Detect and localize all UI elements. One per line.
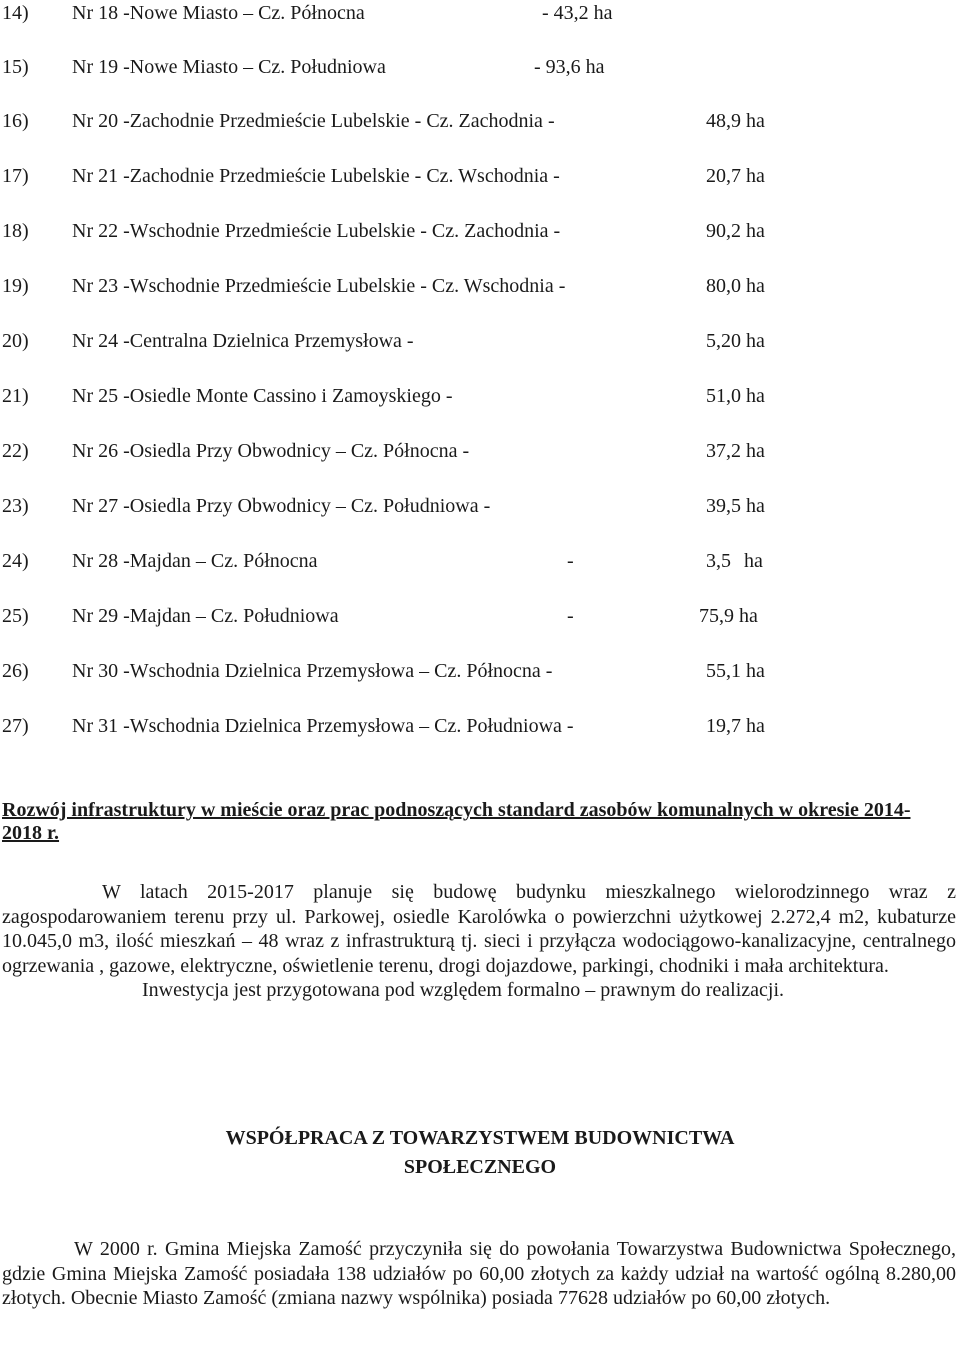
item-description: Nr 23 -Wschodnie Przedmieście Lubelskie - Cz. Wschodnia -	[72, 275, 566, 297]
item-description: Nr 27 -Osiedla Przy Obwodnicy – Cz. Południowa -	[72, 495, 491, 517]
item-number: 17)	[2, 165, 29, 187]
item-number: 21)	[2, 385, 29, 407]
item-number: 18)	[2, 220, 29, 242]
item-number: 19)	[2, 275, 29, 297]
item-description: Nr 30 -Wschodnia Dzielnica Przemysłowa – Cz. Północna -	[72, 660, 553, 682]
item-number: 24)	[2, 550, 29, 572]
item-description: Nr 22 -Wschodnie Przedmieście Lubelskie - Cz. Zachodnia -	[72, 220, 561, 242]
item-area: 48,9 ha	[706, 110, 765, 132]
section-heading: Rozwój infrastruktury w mieście oraz prac podnoszących standard zasobów komunalnych w okresie 2014-2018 r.	[2, 799, 911, 844]
item-description: Nr 25 -Osiedle Monte Cassino i Zamoyskiego -	[72, 385, 453, 407]
investment-description	[2, 880, 956, 1003]
paragraph: W latach 2015-2017 planuje się budowę budynku mieszkalnego wielorodzinnego wraz z zagospodarowaniem terenu przy ul. Parkowej, osiedle Karolówka o powierzchni użytkowej 2.272,4 m2, kubaturze 10.045,0 m3, ilość mieszkań – 48 wraz z infrastrukturą tj. sieci i przyłącza wodociągowo-kanalizacyjne, centralnego ogrzewania , gazowe, elektryczne, oświetlenie terenu, drogi dojazdowe, parkingi, chodniki i mała architektura.	[2, 881, 956, 977]
item-number: 25)	[2, 605, 29, 627]
item-area: 20,7 ha	[706, 165, 765, 187]
item-area: 39,5 ha	[706, 495, 765, 517]
paragraph: W 2000 r. Gmina Miejska Zamość przyczyniła się do powołania Towarzystwa Budownictwa Społecznego, gdzie Gmina Miejska Zamość posiadała 138 udziałów po 60,00 złotych za każdy udział na wartość ogólną 8.280,00 złotych. Obecnie Miasto Zamość (zmiana nazwy wspólnika) posiada 77628 udziałów po 60,00 złotych.	[2, 1238, 956, 1309]
item-area: 3,5 ha	[706, 550, 763, 572]
item-number: 23)	[2, 495, 29, 517]
item-description: Nr 28 -Majdan – Cz. Północna	[72, 550, 318, 572]
item-description: Nr 29 -Majdan – Cz. Południowa	[72, 605, 339, 627]
item-area: 80,0 ha	[706, 275, 765, 297]
item-description: Nr 24 -Centralna Dzielnica Przemysłowa -	[72, 330, 414, 352]
cooperation-description	[2, 1237, 956, 1311]
item-area: 75,9 ha	[699, 605, 758, 627]
item-description: Nr 18 -Nowe Miasto – Cz. Północna	[72, 2, 365, 24]
item-number: 27)	[2, 715, 29, 737]
item-separator: -	[567, 605, 574, 627]
item-area: - 43,2 ha	[542, 2, 613, 24]
item-number: 14)	[2, 2, 29, 24]
item-separator: -	[567, 550, 574, 572]
item-area: 55,1 ha	[706, 660, 765, 682]
paragraph: Inwestycja jest przygotowana pod względem formalno – prawnym do realizacji.	[142, 979, 785, 1001]
item-description: Nr 19 -Nowe Miasto – Cz. Południowa	[72, 56, 386, 78]
title-line: SPOŁECZNEGO	[403, 1156, 557, 1178]
item-area: 37,2 ha	[706, 440, 765, 462]
item-description: Nr 31 -Wschodnia Dzielnica Przemysłowa – Cz. Południowa -	[72, 715, 574, 737]
section-title	[0, 1124, 960, 1182]
item-description: Nr 20 -Zachodnie Przedmieście Lubelskie - Cz. Zachodnia -	[72, 110, 555, 132]
item-number: 26)	[2, 660, 29, 682]
item-number: 16)	[2, 110, 29, 132]
item-area: 51,0 ha	[706, 385, 765, 407]
item-area: 5,20 ha	[706, 330, 765, 352]
item-area: 90,2 ha	[706, 220, 765, 242]
item-number: 20)	[2, 330, 29, 352]
title-line: WSPÓŁPRACA Z TOWARZYSTWEM BUDOWNICTWA	[225, 1127, 735, 1149]
item-area: 19,7 ha	[706, 715, 765, 737]
item-area: - 93,6 ha	[534, 56, 605, 78]
item-number: 15)	[2, 56, 29, 78]
item-description: Nr 21 -Zachodnie Przedmieście Lubelskie - Cz. Wschodnia -	[72, 165, 560, 187]
item-number: 22)	[2, 440, 29, 462]
item-description: Nr 26 -Osiedla Przy Obwodnicy – Cz. Północna -	[72, 440, 470, 462]
